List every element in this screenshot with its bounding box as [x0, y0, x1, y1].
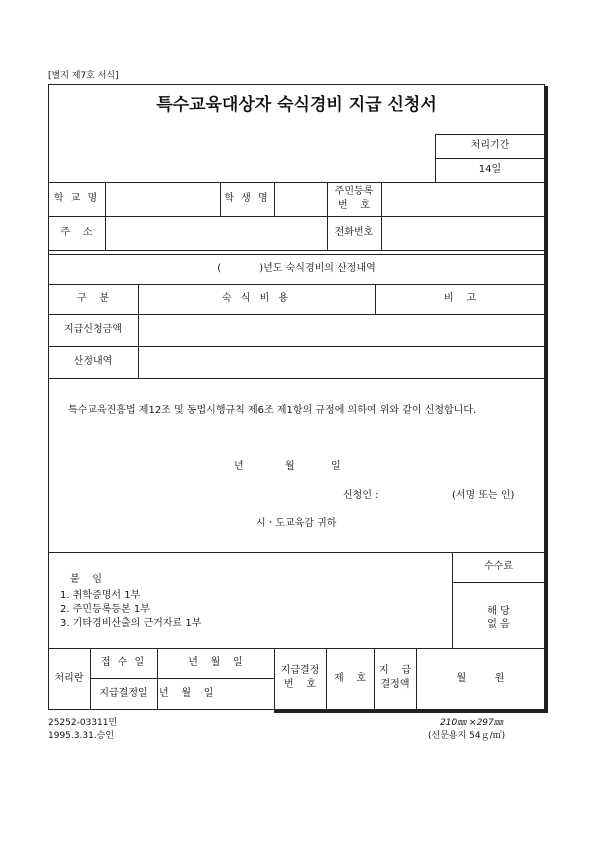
- calculation-label: 산정내역: [73, 356, 113, 367]
- receipt-date-value: 년 월 일: [188, 657, 243, 668]
- date-year: 년: [234, 461, 244, 472]
- decided-amount-label: 지 급 결정액: [378, 665, 412, 690]
- phone-label: 전화번호: [334, 227, 374, 238]
- school-name-field[interactable]: [106, 183, 219, 215]
- address-field[interactable]: [106, 217, 326, 249]
- form-title: 특수교육대상자 숙식경비 지급 신청서: [156, 95, 437, 115]
- calculation-field[interactable]: [139, 347, 544, 377]
- fee-label: 수수료: [484, 561, 513, 572]
- form-code: 25252-03311민: [48, 718, 118, 728]
- addressee: 시ㆍ도교육감 귀하: [256, 518, 337, 529]
- approval-date: 1995.3.31.승인: [48, 731, 115, 741]
- decision-number-value: 제 호: [333, 673, 367, 684]
- application-statement: 특수교육진흥법 제12조 및 동법시행규칙 제6조 제1항의 규정에 의하여 위와 같이 신청합니다.: [68, 405, 477, 416]
- student-name-field[interactable]: [275, 183, 326, 215]
- receipt-date-label: 접 수 일: [100, 657, 147, 668]
- address-label: 주 소: [60, 227, 93, 238]
- calculation-section-header: ( )년도 숙식경비의 산정내역: [217, 263, 376, 274]
- phone-field[interactable]: [382, 217, 544, 249]
- paper-size: 210㎜ ×297㎜: [440, 718, 503, 728]
- attachment-item: 1. 취학증명서 1부: [60, 590, 141, 601]
- attachments-title: 붙 임: [70, 574, 103, 585]
- requested-amount-label: 지급신청금액: [64, 324, 122, 335]
- date-day: 일: [331, 461, 341, 472]
- attachment-item: 3. 기타경비산출의 근거자료 1부: [60, 618, 202, 629]
- column-category: 구 분: [76, 293, 110, 304]
- column-note: 비 고: [443, 293, 477, 304]
- attachment-item: 2. 주민등록등본 1부: [60, 604, 150, 615]
- paper-type: (신문용지 54ｇ/㎡): [428, 731, 506, 741]
- school-name-label: 학 교 명: [53, 193, 100, 204]
- frame-shadow-right: [545, 86, 548, 712]
- fee-value-1: 해 당: [487, 606, 510, 617]
- decision-date-value: 년 월 일: [159, 688, 214, 699]
- decision-number-label: 지급결정 번 호: [280, 665, 320, 690]
- column-cost: 숙 식 비 용: [221, 293, 292, 304]
- requested-amount-field[interactable]: [139, 315, 544, 345]
- date-month: 월: [285, 461, 295, 472]
- student-name-label: 학 생 명: [224, 193, 270, 204]
- form-reference: [별지 제7호 서식]: [48, 71, 119, 81]
- applicant-label: 신청인 :: [343, 490, 379, 501]
- decided-amount-value: 월 원: [456, 673, 505, 684]
- processing-period-value: 14일: [478, 164, 502, 175]
- resident-number-field[interactable]: [382, 183, 544, 215]
- signature-placeholder: (서명 또는 인): [452, 490, 515, 501]
- frame-shadow-bottom: [274, 710, 548, 713]
- fee-value-2: 없 음: [487, 619, 510, 630]
- resident-number-label: 주민등록 번 호: [334, 186, 374, 211]
- processing-period-label: 처리기간: [470, 140, 510, 151]
- processing-section-label: 처리란: [54, 673, 84, 684]
- decision-date-label: 지급결정일: [99, 688, 148, 699]
